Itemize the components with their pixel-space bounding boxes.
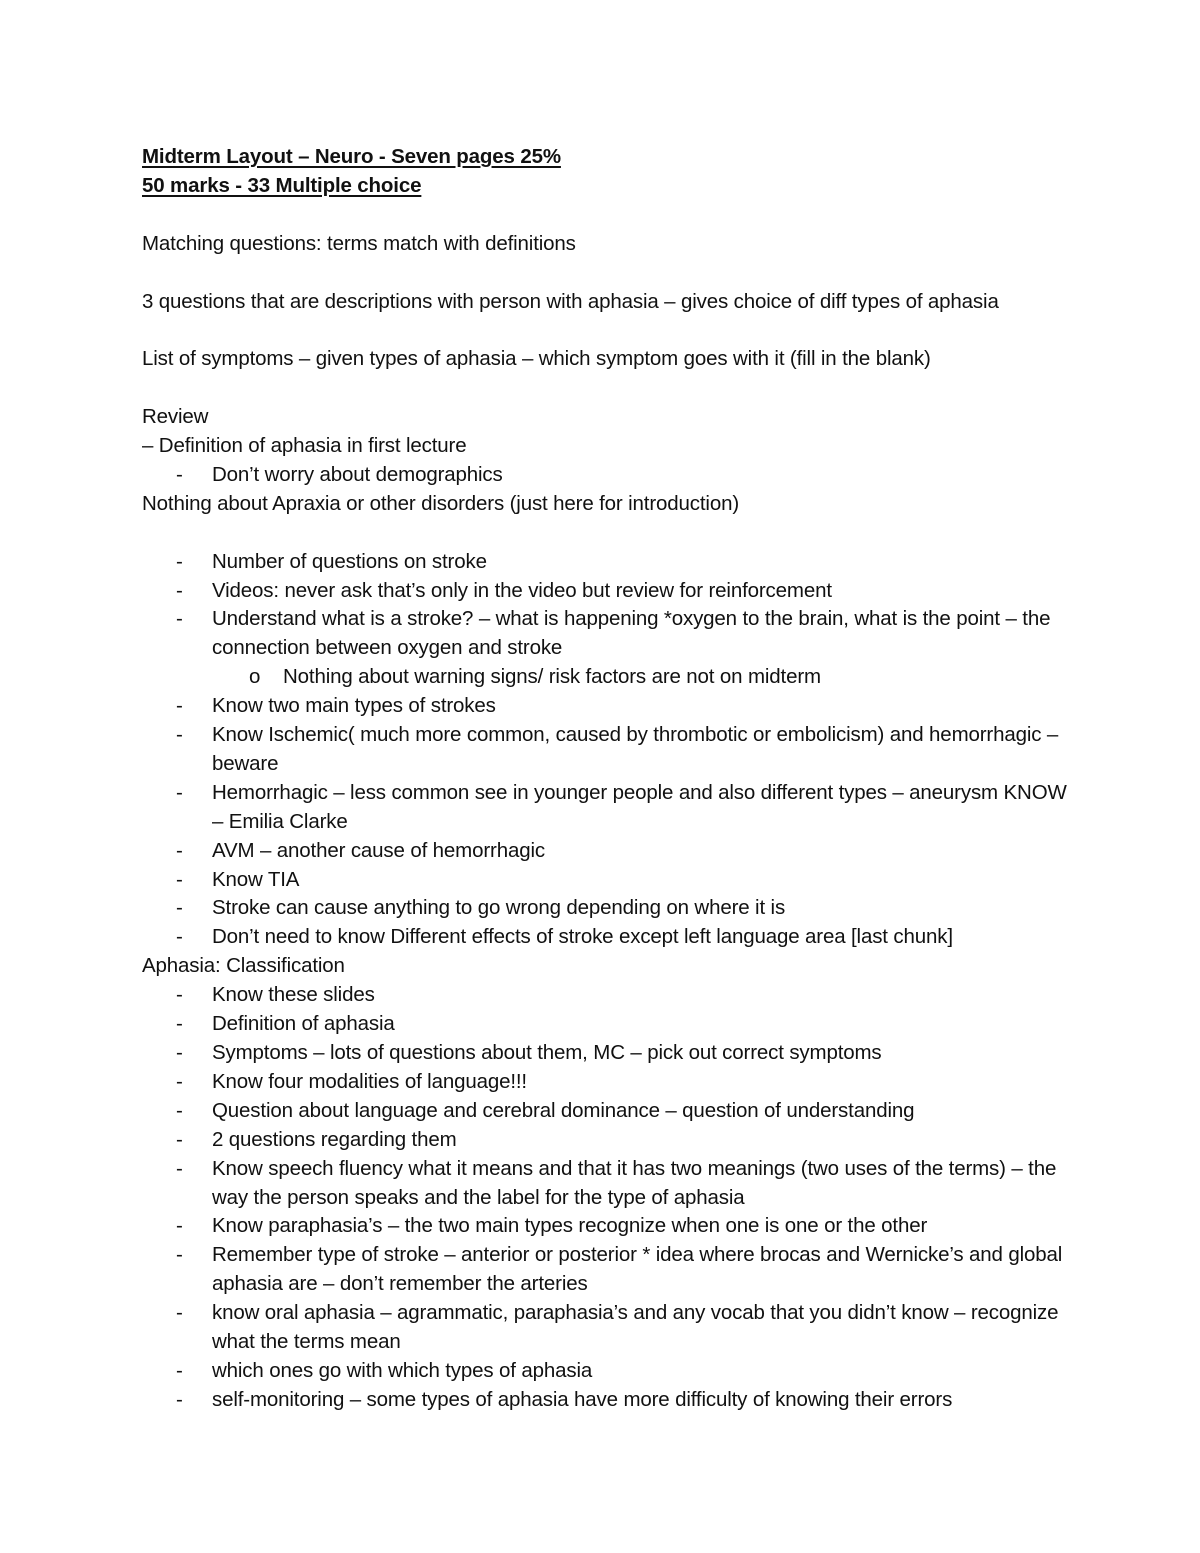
dash-bullet: -	[176, 1214, 183, 1238]
list-item-text: Understand what is a stroke? – what is happening *oxygen to the brain, what is the point – the connection between oxygen and stroke	[212, 607, 1051, 660]
dash-bullet: -	[176, 1243, 183, 1267]
list-item	[142, 923, 1092, 952]
list-item-text: which ones go with which types of aphasia	[212, 1358, 593, 1382]
stroke-bullet-list	[142, 548, 1092, 953]
list-item	[142, 779, 1092, 837]
spacer	[142, 519, 1092, 548]
dash-bullet: -	[176, 1156, 183, 1180]
list-item	[142, 1241, 1092, 1299]
matching-questions-paragraph: Matching questions: terms match with definitions	[142, 231, 576, 255]
list-item	[142, 461, 1092, 490]
review-heading: Review	[142, 405, 209, 429]
list-item-text: Know four modalities of language!!!	[212, 1069, 527, 1093]
list-item	[142, 1097, 1092, 1126]
list-item-text: Know paraphasia’s – the two main types recognize when one is one or the other	[212, 1214, 928, 1238]
document-body	[142, 143, 1092, 1415]
symptoms-list-paragraph: List of symptoms – given types of aphasia – which symptom goes with it (fill in the blank)	[142, 347, 931, 371]
dash-bullet: -	[176, 578, 183, 602]
spacer	[142, 201, 1092, 230]
list-item	[142, 1010, 1092, 1039]
list-item-text: Know Ischemic( much more common, caused by thrombotic or embolicism) and hemorrhagic – beware	[212, 723, 1059, 775]
list-item	[142, 1299, 1092, 1357]
list-item	[142, 1126, 1092, 1155]
list-item-text: Definition of aphasia	[212, 1012, 395, 1036]
dash-bullet: -	[176, 1098, 183, 1122]
list-item-text: Know TIA	[212, 867, 300, 891]
document-title-line-1: Midterm Layout – Neuro - Seven pages 25%	[142, 145, 561, 168]
dash-bullet: -	[176, 1301, 183, 1325]
dash-bullet: -	[176, 607, 183, 631]
list-item-text: Hemorrhagic – less common see in younger people and also different types – aneurysm KNOW – Emilia Clarke	[212, 780, 1067, 833]
list-item	[142, 1386, 1092, 1415]
list-item	[142, 837, 1092, 866]
spacer	[142, 259, 1092, 288]
list-item	[142, 894, 1092, 923]
dash-bullet: -	[176, 983, 183, 1007]
list-item	[142, 721, 1092, 779]
dash-bullet: -	[176, 1012, 183, 1036]
sub-list-item-text: Nothing about warning signs/ risk factors are not on midterm	[283, 665, 821, 689]
dash-bullet: -	[176, 867, 183, 891]
aphasia-bullet-list	[142, 981, 1092, 1415]
list-item	[142, 605, 1092, 663]
dash-bullet: -	[176, 549, 183, 573]
list-item	[142, 1155, 1092, 1213]
list-item-text: Know two main types of strokes	[212, 694, 496, 718]
dash-bullet: -	[176, 694, 183, 718]
dash-bullet: -	[176, 1387, 183, 1411]
list-item	[142, 692, 1092, 721]
sub-list-item	[142, 663, 1092, 692]
list-item-text: Don’t worry about demographics	[212, 462, 503, 486]
list-item-text: Know speech fluency what it means and that it has two meanings (two uses of the terms) – the way the person speaks and the label for the type of aphasia	[212, 1156, 1057, 1209]
dash-bullet: -	[176, 723, 183, 747]
dash-bullet: -	[176, 780, 183, 804]
dash-bullet: -	[176, 838, 183, 862]
list-item-text: Remember type of stroke – anterior or posterior * idea where brocas and Wernicke’s and global aphasia are – don’t remember the arteries	[212, 1243, 1063, 1296]
dash-bullet: -	[176, 1127, 183, 1151]
aphasia-classification-heading: Aphasia: Classification	[142, 954, 345, 978]
aphasia-descriptions-paragraph: 3 questions that are descriptions with person with aphasia – gives choice of diff types of aphasia	[142, 289, 999, 313]
list-item-text: AVM – another cause of hemorrhagic	[212, 838, 545, 862]
list-item	[142, 1357, 1092, 1386]
list-item-text: Videos: never ask that’s only in the video but review for reinforcement	[212, 578, 832, 602]
apraxia-note: Nothing about Apraxia or other disorders (just here for introduction)	[142, 491, 740, 515]
review-definition-line: – Definition of aphasia in first lecture	[142, 434, 467, 457]
list-item-text: Know these slides	[212, 983, 375, 1007]
spacer	[142, 316, 1092, 345]
document-title-line-2: 50 marks - 33 Multiple choice	[142, 173, 422, 197]
list-item	[142, 577, 1092, 606]
dash-bullet: -	[176, 1041, 183, 1065]
dash-bullet: -	[176, 925, 183, 949]
list-item-text: Question about language and cerebral dominance – question of understanding	[212, 1098, 915, 1122]
dash-bullet: -	[176, 462, 183, 486]
list-item	[142, 1039, 1092, 1068]
list-item-text: Number of questions on stroke	[212, 549, 487, 573]
list-item-text: 2 questions regarding them	[212, 1127, 457, 1151]
dash-bullet: -	[176, 1069, 183, 1093]
list-item-text: self-monitoring – some types of aphasia have more difficulty of knowing their errors	[212, 1387, 953, 1411]
dash-bullet: -	[176, 896, 183, 920]
spacer	[142, 374, 1092, 403]
list-item	[142, 548, 1092, 577]
list-item	[142, 866, 1092, 895]
list-item	[142, 1068, 1092, 1097]
dash-bullet: -	[176, 1358, 183, 1382]
list-item	[142, 1212, 1092, 1241]
list-item	[142, 981, 1092, 1010]
list-item-text: Don’t need to know Different effects of stroke except left language area [last chunk]	[212, 925, 953, 949]
review-bullet-list	[142, 461, 1092, 490]
list-item-text: Symptoms – lots of questions about them, MC – pick out correct symptoms	[212, 1041, 882, 1065]
list-item-text: Stroke can cause anything to go wrong depending on where it is	[212, 896, 786, 920]
circle-bullet: o	[249, 665, 261, 689]
list-item-text: know oral aphasia – agrammatic, paraphasia’s and any vocab that you didn’t know – recognize what the terms mean	[212, 1301, 1059, 1354]
